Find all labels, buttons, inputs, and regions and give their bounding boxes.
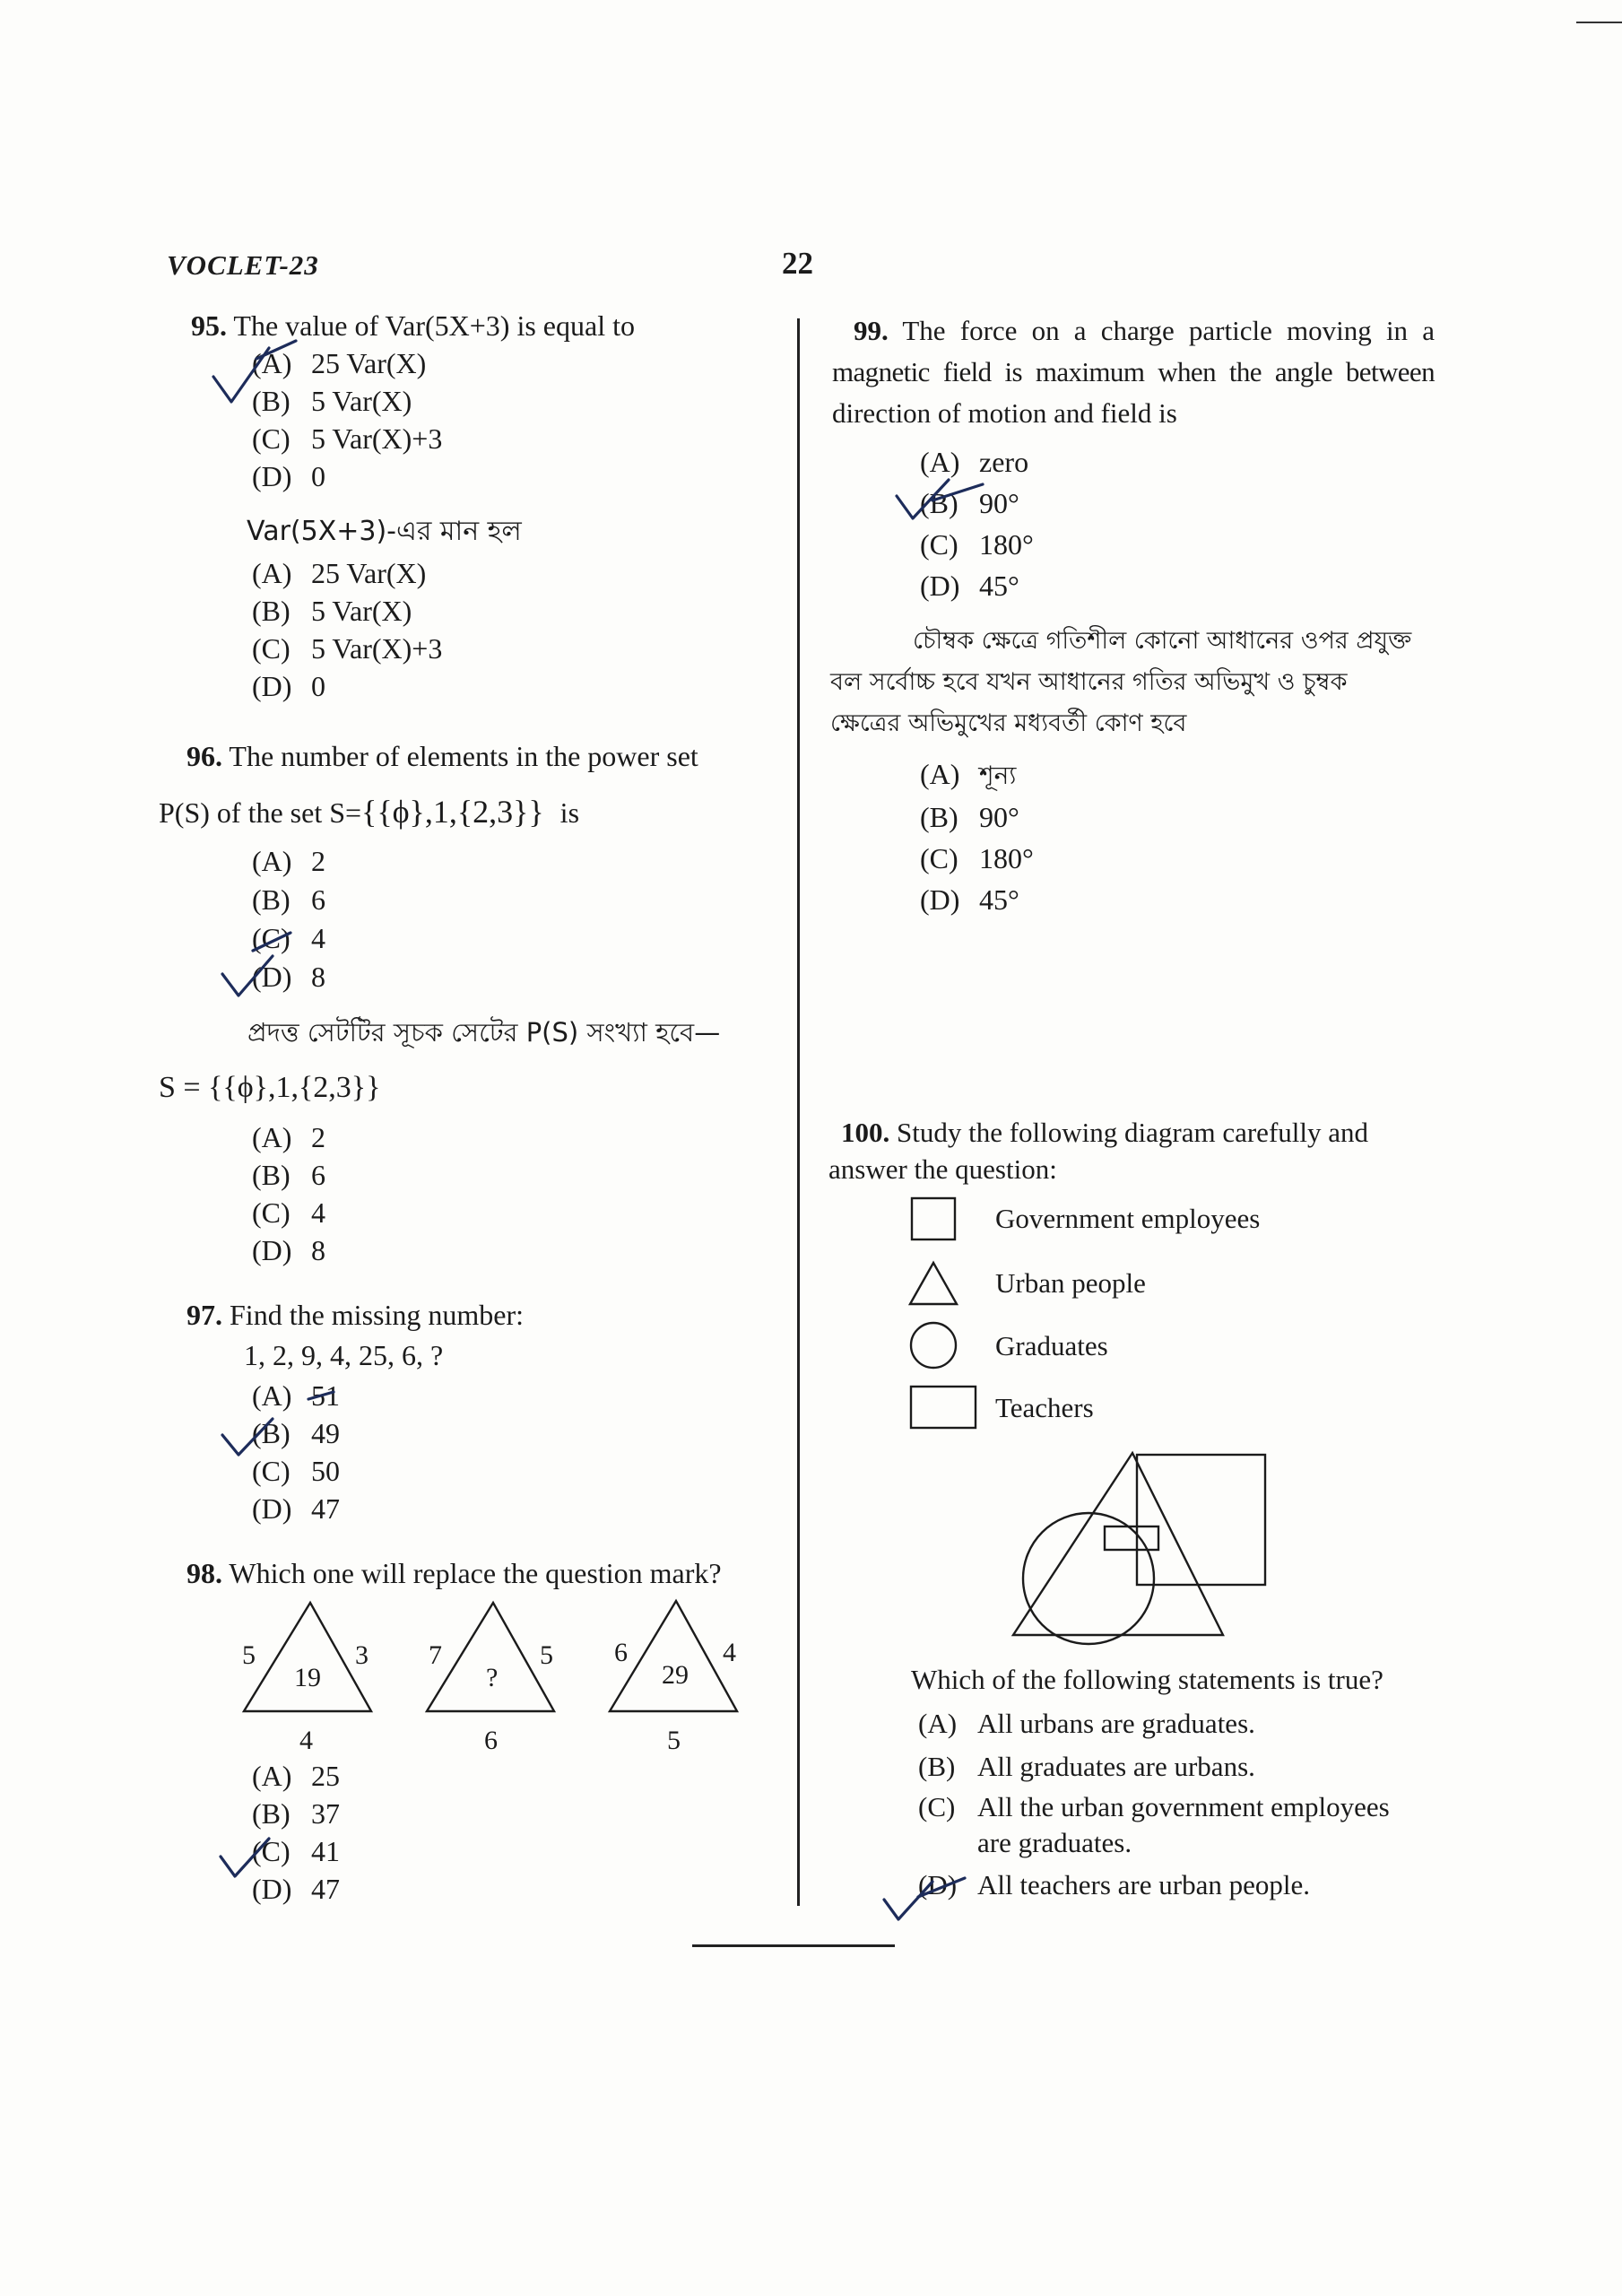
q97-option-c: (C) 50 [252, 1455, 340, 1487]
triangle-1-left: 5 [242, 1640, 256, 1670]
q100-legend-shapes [906, 1193, 1004, 1435]
q99-bn-line3: ক্ষেত্রের অভিমুখের মধ্যবর্তী কোণ হবে [830, 709, 1187, 737]
q100-option-c: (C) All the urban government employees [918, 1791, 1390, 1822]
q96-bn-option-d: (D) 8 [252, 1234, 325, 1266]
rectangle-icon [911, 1387, 976, 1428]
q99-text-line1: 99. The force on a charge particle moving in a [854, 315, 1435, 346]
triangle-2-left: 7 [429, 1640, 442, 1670]
q95-question [191, 307, 635, 344]
q99-bengali-question [830, 621, 1436, 744]
q96-number: 96. [186, 740, 222, 772]
q97-text: Find the missing number: [230, 1299, 524, 1331]
q96-bengali-question: প্রদত্ত সেটটির সূচক সেটের P(S) সংখ্যা হবে— [247, 1017, 721, 1048]
q97-option-a: (A) 51 [252, 1379, 340, 1412]
q96-options [252, 842, 325, 996]
q100-statement-question: Which of the following statements is true? [911, 1664, 1383, 1695]
q100-option-a: (A) All urbans are graduates. [918, 1708, 1255, 1739]
q95-bengali-options [252, 554, 442, 705]
q98-option-c: (C) 41 [252, 1835, 340, 1867]
triangle-1-center: 19 [294, 1663, 321, 1692]
q100-option-d: (D) All teachers are urban people. [918, 1869, 1310, 1900]
q95-options [252, 344, 442, 495]
q96-option-a: (A) 2 [252, 845, 325, 877]
exam-code: VOCLET-23 [167, 249, 319, 281]
q99-option-c: (C) 180° [920, 528, 1034, 561]
page-number: 22 [782, 246, 813, 281]
q96-set-expression: {{ϕ},1,{2,3}} [361, 794, 544, 830]
q99-options [920, 441, 1034, 606]
triangle-3-center: 29 [662, 1660, 689, 1690]
triangle-1-right: 3 [355, 1640, 369, 1670]
triangle-icon [910, 1263, 957, 1304]
q96-bn-option-a: (A) 2 [252, 1121, 325, 1153]
q99-option-a: (A) zero [920, 446, 1029, 478]
q96-bn-option-b: (B) 6 [252, 1159, 325, 1191]
q97-option-b: (B) 49 [252, 1417, 340, 1449]
q95-bengali-question: Var(5X+3)-এর মান হল [247, 516, 522, 547]
q95-option-d: (D) 0 [252, 460, 325, 492]
q98-number: 98. [186, 1557, 222, 1589]
q99-option-d: (D) 45° [920, 570, 1019, 602]
q100-options [918, 1702, 1390, 1910]
q97-question [186, 1296, 524, 1334]
q95-bn-option-b: (B) 5 Var(X) [252, 595, 412, 627]
edge-mark [1576, 22, 1622, 23]
q95-bn-option-a: (A) 25 Var(X) [252, 557, 427, 589]
q97-number: 97. [186, 1299, 222, 1331]
q98-option-a: (A) 25 [252, 1760, 340, 1792]
triangle-3-bottom: 5 [667, 1726, 681, 1753]
q100-option-b: (B) All graduates are urbans. [918, 1751, 1255, 1782]
q95-option-c: (C) 5 Var(X)+3 [252, 422, 443, 455]
legend-label-government-employees: Government employees [995, 1203, 1261, 1234]
triangle-2-shape [427, 1603, 554, 1711]
triangle-2-right: 5 [540, 1640, 553, 1670]
q100-text-line1: Study the following diagram carefully and [897, 1117, 1369, 1148]
column-divider [797, 318, 800, 1906]
q96-bengali-options [252, 1118, 325, 1269]
q99-bn-option-b: (B) 90° [920, 801, 1019, 833]
legend-label-graduates: Graduates [995, 1330, 1108, 1361]
q96-question-line2: P(S) of the set S={{ϕ},1,{2,3}} is [159, 794, 580, 830]
q99-bn-option-d: (D) 45° [920, 883, 1019, 916]
q98-triangle-2 [427, 1603, 554, 1753]
q98-triangle-figure [233, 1592, 771, 1753]
q98-question [186, 1554, 722, 1592]
q97-options [252, 1377, 340, 1527]
q98-text: Which one will replace the question mark? [229, 1557, 722, 1589]
q100-text-line2: answer the question: [828, 1153, 1057, 1185]
q96-option-c: (C) 4 [252, 922, 325, 954]
q95-number: 95. [191, 309, 227, 342]
bottom-rule [692, 1944, 895, 1947]
q96-option-b: (B) 6 [252, 883, 325, 916]
q98-triangle-3 [610, 1601, 737, 1753]
urban-people-triangle [1013, 1453, 1223, 1635]
q99-bn-option-a: (A) শূন্য [920, 758, 1017, 790]
square-icon [912, 1198, 955, 1239]
triangle-2-center: ? [486, 1663, 499, 1692]
q99-question [832, 310, 1435, 434]
q99-text-line3: direction of motion and field is [832, 397, 1177, 429]
q98-option-d: (D) 47 [252, 1873, 340, 1905]
q100-question [841, 1114, 1368, 1152]
q95-bn-option-d: (D) 0 [252, 670, 325, 702]
q96-text-line1: The number of elements in the power set [229, 740, 698, 772]
q96-bengali-set: S = {{ϕ},1,{2,3}} [159, 1071, 381, 1104]
q99-text-line2: magnetic field is maximum when the angle between [832, 356, 1435, 387]
q99-option-b: (B) 90° [920, 487, 1019, 519]
triangle-1-shape [244, 1603, 371, 1711]
q99-bn-line1: চৌম্বক ক্ষেত্রে গতিশীল কোনো আধানের ওপর প্রযুক্ত [913, 627, 1412, 655]
q97-option-d: (D) 47 [252, 1492, 340, 1525]
government-employees-square [1137, 1455, 1265, 1585]
q99-bn-line2: বল সর্বোচ্চ হবে যখন আধানের গতির অভিমুখ ও চুম্বক [830, 668, 1348, 696]
triangle-3-left: 6 [614, 1638, 628, 1667]
triangle-1-bottom: 4 [299, 1726, 313, 1753]
triangle-3-right: 4 [723, 1638, 736, 1667]
q100-number: 100. [841, 1117, 890, 1148]
circle-icon [911, 1323, 956, 1368]
q96-option-d: (D) 8 [252, 961, 325, 993]
q100-venn-diagram [1004, 1444, 1273, 1646]
q99-bengali-options [920, 753, 1034, 920]
q99-bn-option-c: (C) 180° [920, 842, 1034, 874]
q98-triangle-1 [242, 1603, 371, 1753]
triangle-2-bottom: 6 [484, 1726, 498, 1753]
q95-bn-option-c: (C) 5 Var(X)+3 [252, 632, 443, 665]
q95-text: The value of Var(5X+3) is equal to [233, 309, 635, 342]
legend-label-teachers: Teachers [995, 1392, 1094, 1423]
q98-option-b: (B) 37 [252, 1797, 340, 1830]
legend-label-urban-people: Urban people [995, 1267, 1146, 1299]
q96-question [186, 737, 698, 775]
triangle-3-shape [610, 1601, 737, 1711]
q96-bn-option-c: (C) 4 [252, 1196, 325, 1229]
q97-sequence: 1, 2, 9, 4, 25, 6, ? [244, 1339, 444, 1371]
graduates-circle [1023, 1513, 1154, 1644]
q95-option-a: (A) 25 Var(X) [252, 347, 427, 379]
q100-option-c-continued: are graduates. [977, 1827, 1132, 1858]
q95-option-b: (B) 5 Var(X) [252, 385, 412, 417]
q98-options [252, 1757, 340, 1908]
